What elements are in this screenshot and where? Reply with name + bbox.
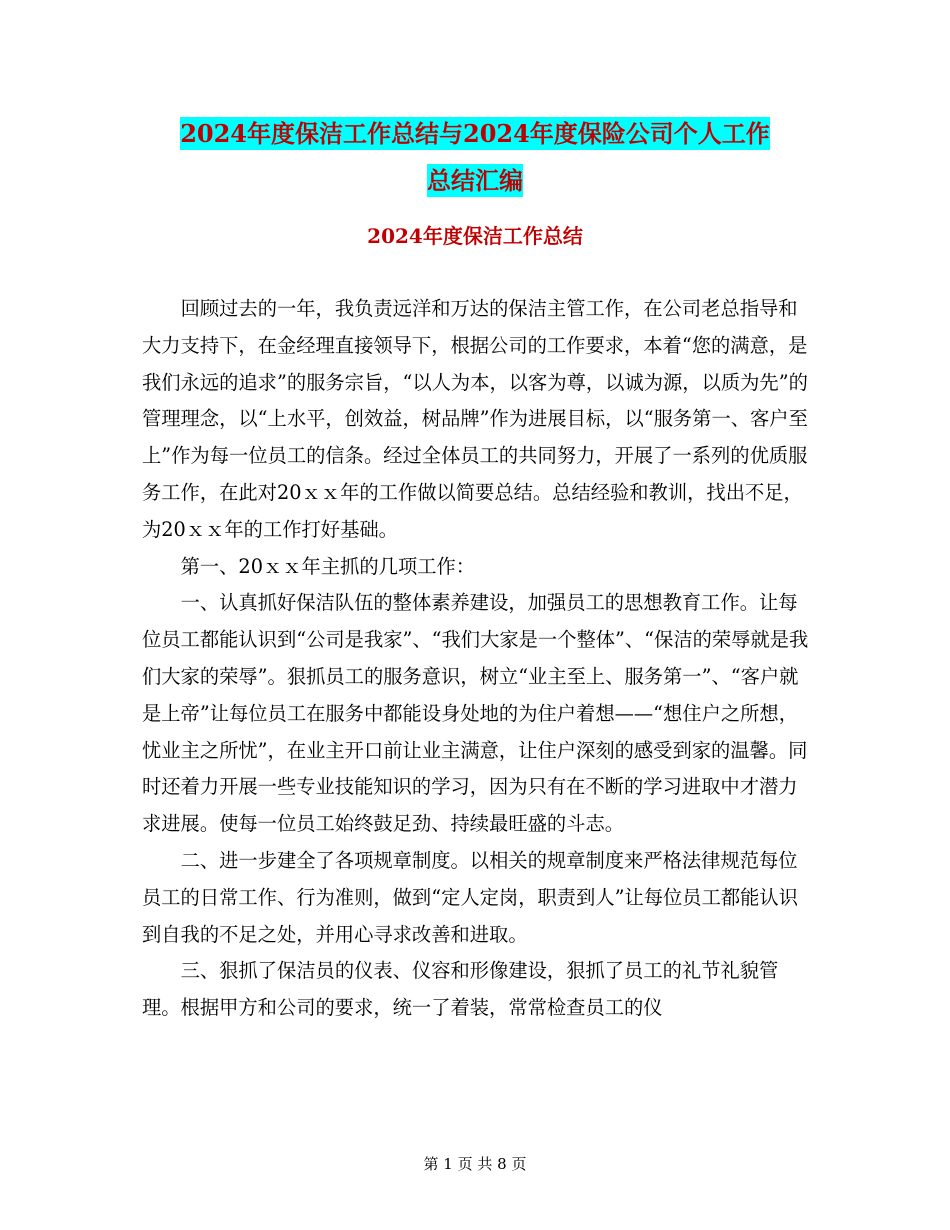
title-line-1: 2024年度保洁工作总结与2024年度保险公司个人工作 (180, 119, 770, 148)
document-body (142, 291, 810, 1027)
document-title (0, 110, 950, 204)
paragraph: 回顾过去的一年，我负责远洋和万达的保洁主管工作，在公司老总指导和大力支持下，在金经理直接领导下，根据公司的工作要求，本着“您的满意，是我们永远的追求”的服务宗旨，“以人为本，以客为尊，以诚为源，以质为先”的管理理念，以“上水平，创效益，树品牌”作为进展目标，以“服务第一、客户至上”作为每一位员工的信条。经过全体员工的共同努力，开展了一系列的优质服务工作，在此对20ｘｘ年的工作做以简要总结。总结经验和教训，找出不足，为20ｘｘ年的工作打好基础。 (142, 297, 808, 541)
section-title: 2024年度保洁工作总结 (367, 224, 583, 248)
title-line-2: 总结汇编 (427, 166, 523, 195)
paragraph: 二、进一步建全了各项规章制度。以相关的规章制度来严格法律规范每位员工的日常工作、行为准则，做到“定人定岗，职责到人”让每位员工都能认识到自我的不足之处，并用心寻求改善和进取。 (142, 848, 798, 946)
paragraph: 一、认真抓好保洁队伍的整体素养建设，加强员工的思想教育工作。让每位员工都能认识到“公司是我家”、“我们大家是一个整体”、“保洁的荣辱就是我们大家的荣辱”。狠抓员工的服务意识，树立“业主至上、服务第一”、“客户就是上帝”让每位员工在服务中都能设身处地的为住户着想——“想住户之所想，忧业主之所忧”，在业主开口前让业主满意，让住户深刻的感受到家的温馨。同时还着力开展一些专业技能知识的学习，因为只有在不断的学习进取中才潜力求进展。使每一位员工始终鼓足劲、持续最旺盛的斗志。 (142, 591, 809, 836)
paragraph: 三、狠抓了保洁员的仪表、仪容和形像建设，狠抓了员工的礼节礼貌管理。根据甲方和公司的要求，统一了着装，常常检查员工的仪 (142, 959, 779, 1020)
page-footer: 第 1 页 共 8 页 (423, 1155, 527, 1173)
paragraph: 第一、20ｘｘ年主抓的几项工作： (180, 554, 476, 578)
